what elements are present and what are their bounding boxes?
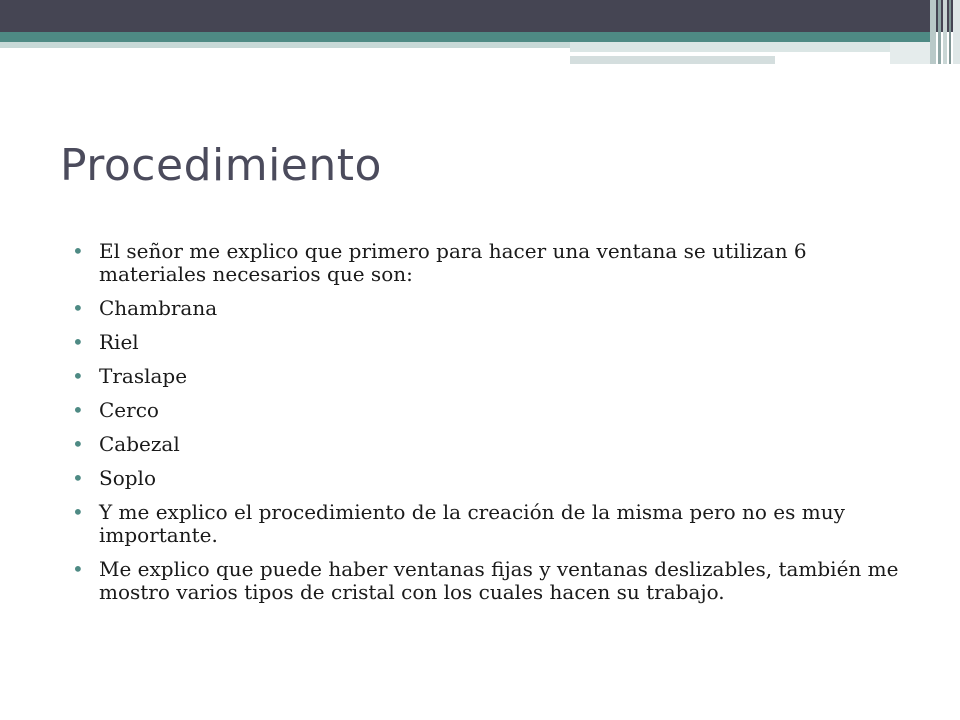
- bullet-icon: •: [72, 364, 84, 388]
- bullet-text: Cerco: [99, 398, 159, 422]
- bullet-icon: •: [72, 239, 84, 263]
- header-band-teal: [0, 32, 930, 42]
- bullet-text: Y me explico el procedimiento de la creación de la misma pero no es muy importante.: [99, 500, 845, 547]
- bullet-icon: •: [72, 466, 84, 490]
- bullet-item: [72, 240, 912, 286]
- bullet-icon: •: [72, 500, 84, 524]
- header-band-light: [570, 56, 775, 64]
- header-stripe: [949, 0, 951, 64]
- bullet-icon: •: [72, 557, 84, 581]
- bullet-text: Cabezal: [99, 432, 180, 456]
- bullet-icon: •: [72, 296, 84, 320]
- bullet-item: [72, 331, 912, 354]
- bullet-item: [72, 297, 912, 320]
- bullet-icon: •: [72, 330, 84, 354]
- header-band-light: [570, 42, 890, 52]
- header-stripe: [943, 0, 947, 64]
- bullet-item: [72, 399, 912, 422]
- bullet-text: Me explico que puede haber ventanas fijas y ventanas deslizables, también me mostro varios tipos de cristal con los cuales hacen su trabajo.: [99, 557, 899, 604]
- bullet-text: El señor me explico que primero para hacer una ventana se utilizan 6 materiales necesarios que son:: [99, 239, 807, 286]
- bullet-icon: •: [72, 398, 84, 422]
- bullet-item: [72, 433, 912, 456]
- bullet-text: Chambrana: [99, 296, 218, 320]
- bullet-list: [72, 240, 912, 615]
- bullet-item: [72, 365, 912, 388]
- bullet-item: [72, 558, 912, 604]
- slide-title: Procedimiento: [60, 140, 382, 191]
- header-band-light: [890, 42, 930, 64]
- bullet-item: [72, 501, 912, 547]
- bullet-item: [72, 467, 912, 490]
- header-stripe: [938, 0, 941, 64]
- header-stripe: [930, 0, 936, 64]
- header-stripe: [953, 0, 960, 64]
- bullet-text: Soplo: [99, 466, 156, 490]
- bullet-text: Riel: [99, 330, 139, 354]
- header-band-light: [0, 42, 570, 48]
- bullet-icon: •: [72, 432, 84, 456]
- header-band-dark: [0, 0, 960, 32]
- bullet-text: Traslape: [99, 364, 188, 388]
